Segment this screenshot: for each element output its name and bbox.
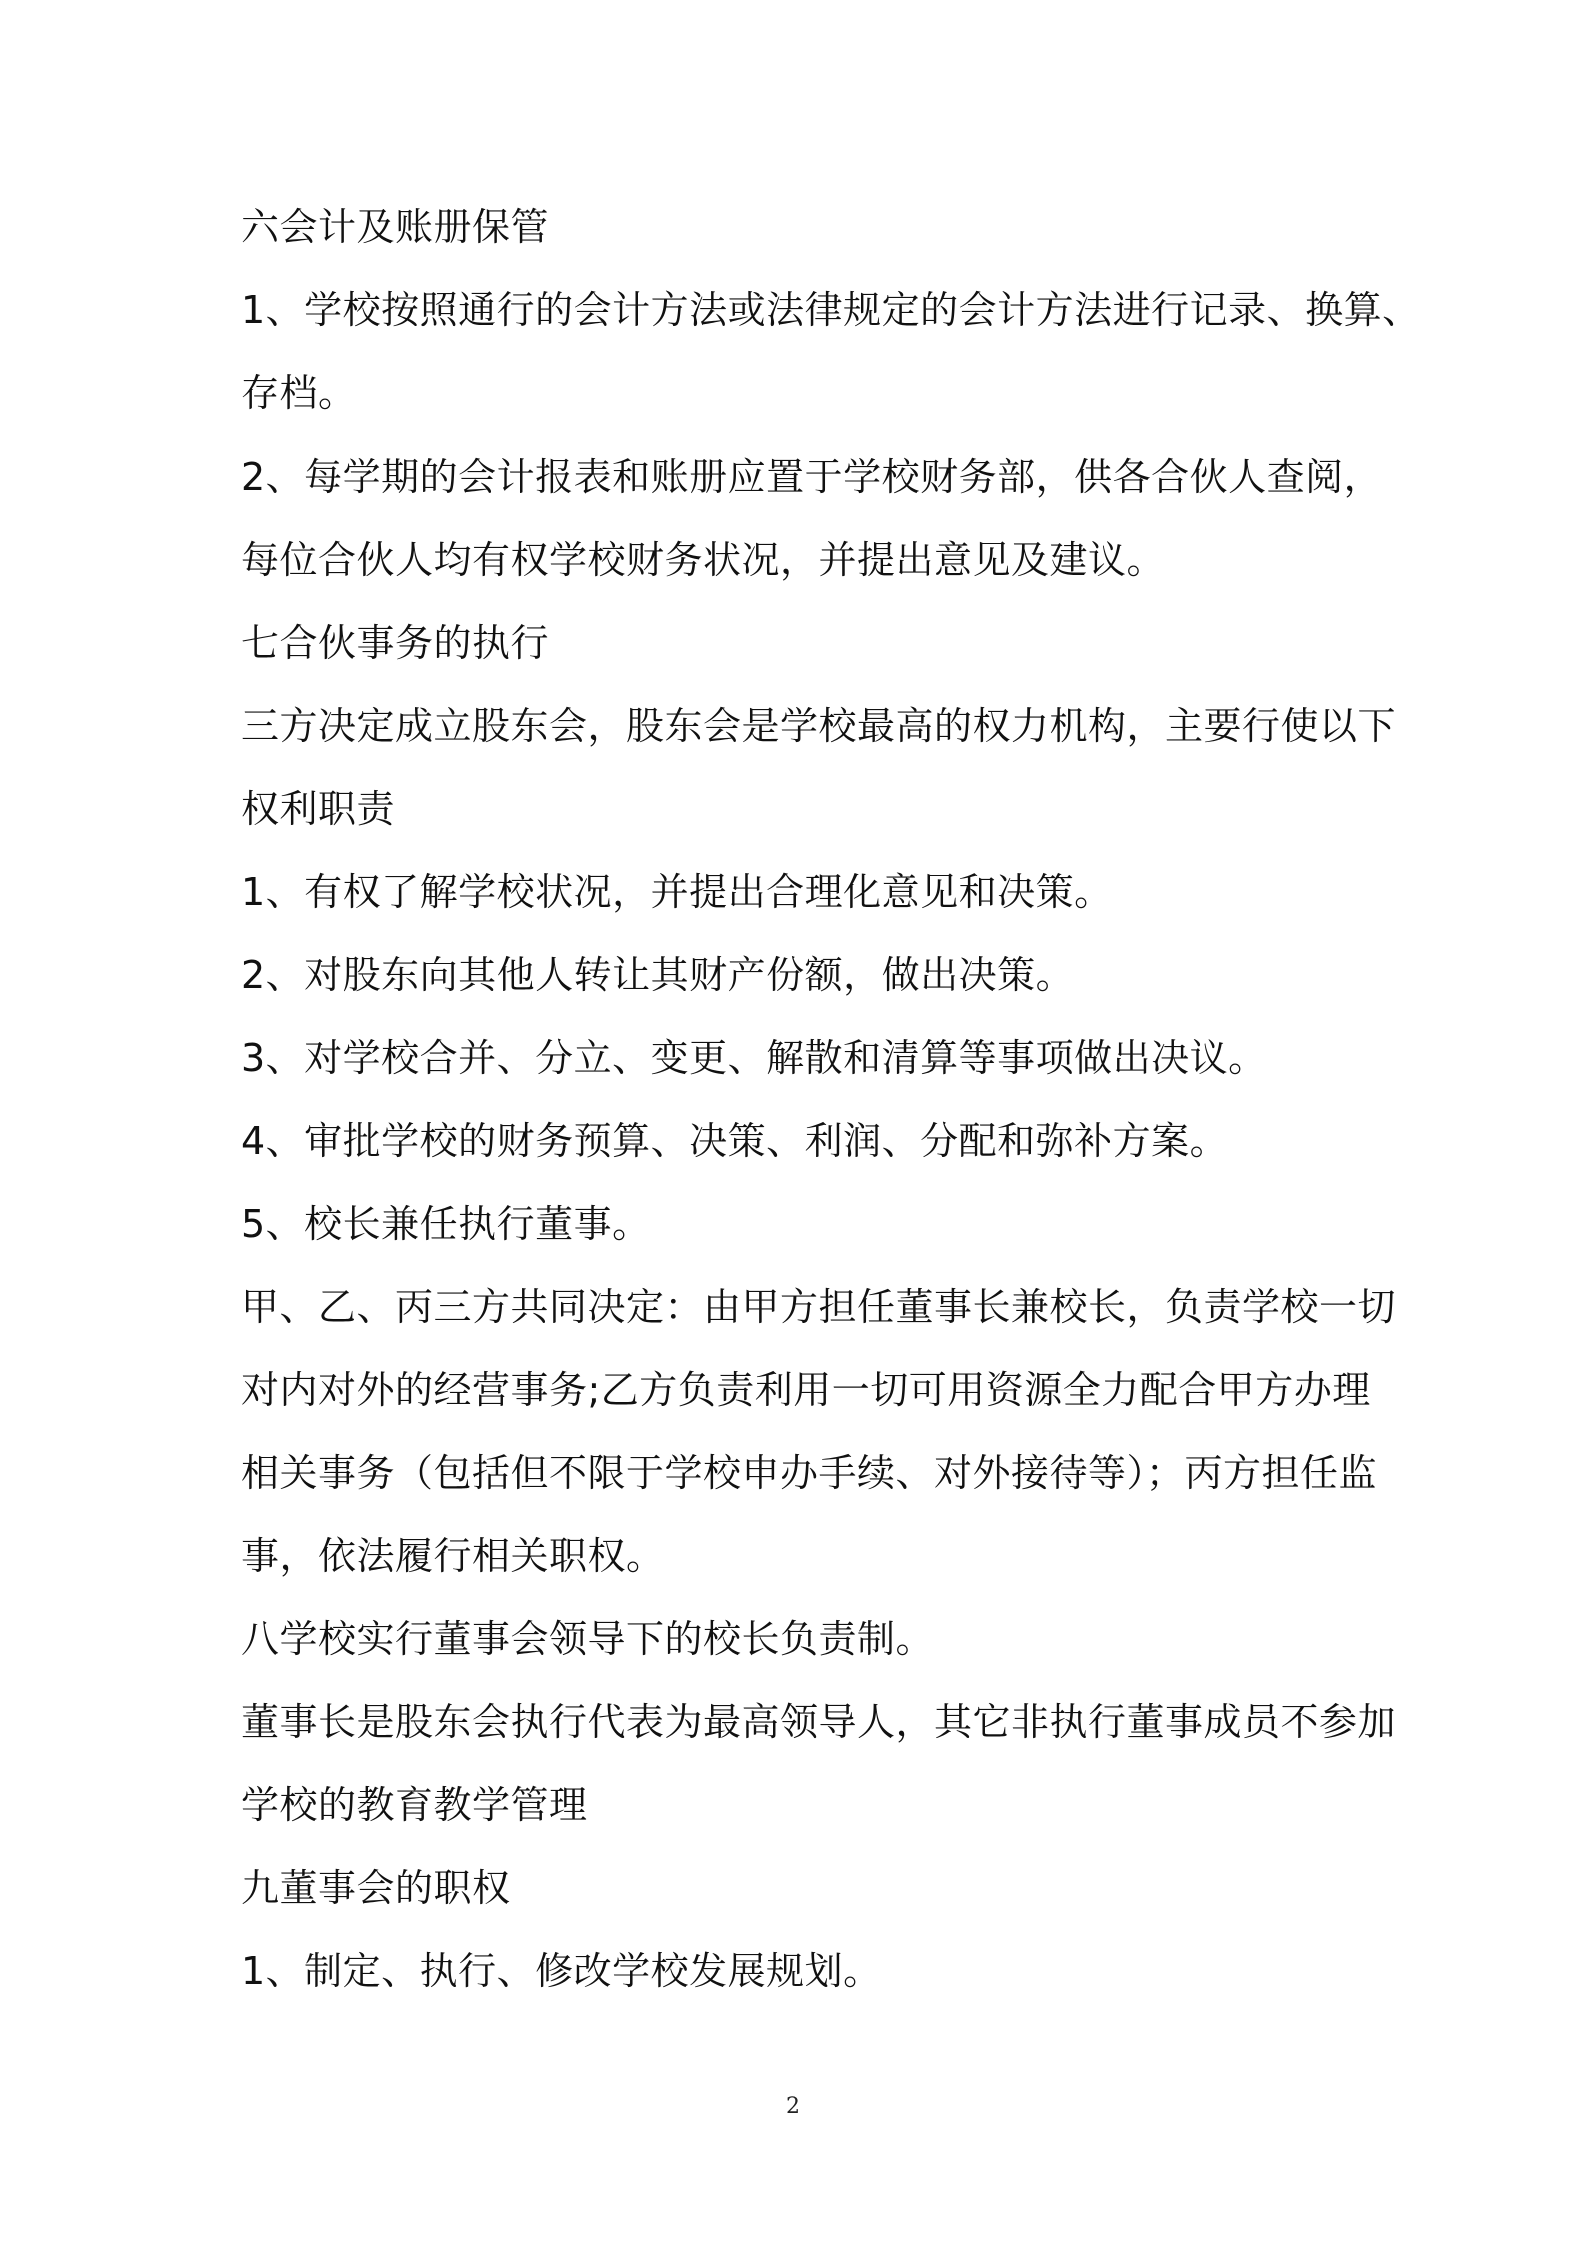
page-number: 2 [786, 2094, 800, 2119]
paragraph-line: 存档。 [241, 371, 357, 415]
section-heading-accounting: 六会计及账册保管 [241, 205, 550, 249]
list-item: 1、有权了解学校状况，并提出合理化意见和决策。 [241, 870, 1113, 914]
paragraph-line: 权利职责 [241, 787, 396, 831]
list-item: 1、制定、执行、修改学校发展规划。 [241, 1949, 882, 1993]
section-heading-principal-system: 八学校实行董事会领导下的校长负责制。 [241, 1617, 935, 1661]
list-item: 4、审批学校的财务预算、决策、利润、分配和弥补方案。 [241, 1119, 1229, 1163]
list-item: 2、对股东向其他人转让其财产份额，做出决策。 [241, 953, 1075, 997]
paragraph-line: 董事长是股东会执行代表为最高领导人，其它非执行董事成员不参加 [241, 1700, 1397, 1744]
list-item: 3、对学校合并、分立、变更、解散和清算等事项做出决议。 [241, 1036, 1267, 1080]
paragraph-line: 对内对外的经营事务;乙方负责利用一切可用资源全力配合甲方办理 [241, 1368, 1371, 1412]
paragraph-line: 事，依法履行相关职权。 [241, 1534, 665, 1578]
paragraph-line: 每位合伙人均有权学校财务状况，并提出意见及建议。 [241, 538, 1166, 582]
paragraph-line: 甲、乙、丙三方共同决定：由甲方担任董事长兼校长，负责学校一切 [241, 1285, 1397, 1329]
paragraph-line: 三方决定成立股东会，股东会是学校最高的权力机构，主要行使以下 [241, 704, 1397, 748]
paragraph-line: 1、学校按照通行的会计方法或法律规定的会计方法进行记录、换算、 [241, 288, 1421, 332]
paragraph-line: 相关事务（包括但不限于学校申办手续、对外接待等）；丙方担任监 [241, 1451, 1378, 1495]
section-heading-board-powers: 九董事会的职权 [241, 1866, 511, 1910]
paragraph-line: 学校的教育教学管理 [241, 1783, 588, 1827]
paragraph-line: 2、每学期的会计报表和账册应置于学校财务部，供各合伙人查阅， [241, 455, 1383, 499]
list-item: 5、校长兼任执行董事。 [241, 1202, 651, 1246]
section-heading-partnership-affairs: 七合伙事务的执行 [241, 621, 550, 665]
